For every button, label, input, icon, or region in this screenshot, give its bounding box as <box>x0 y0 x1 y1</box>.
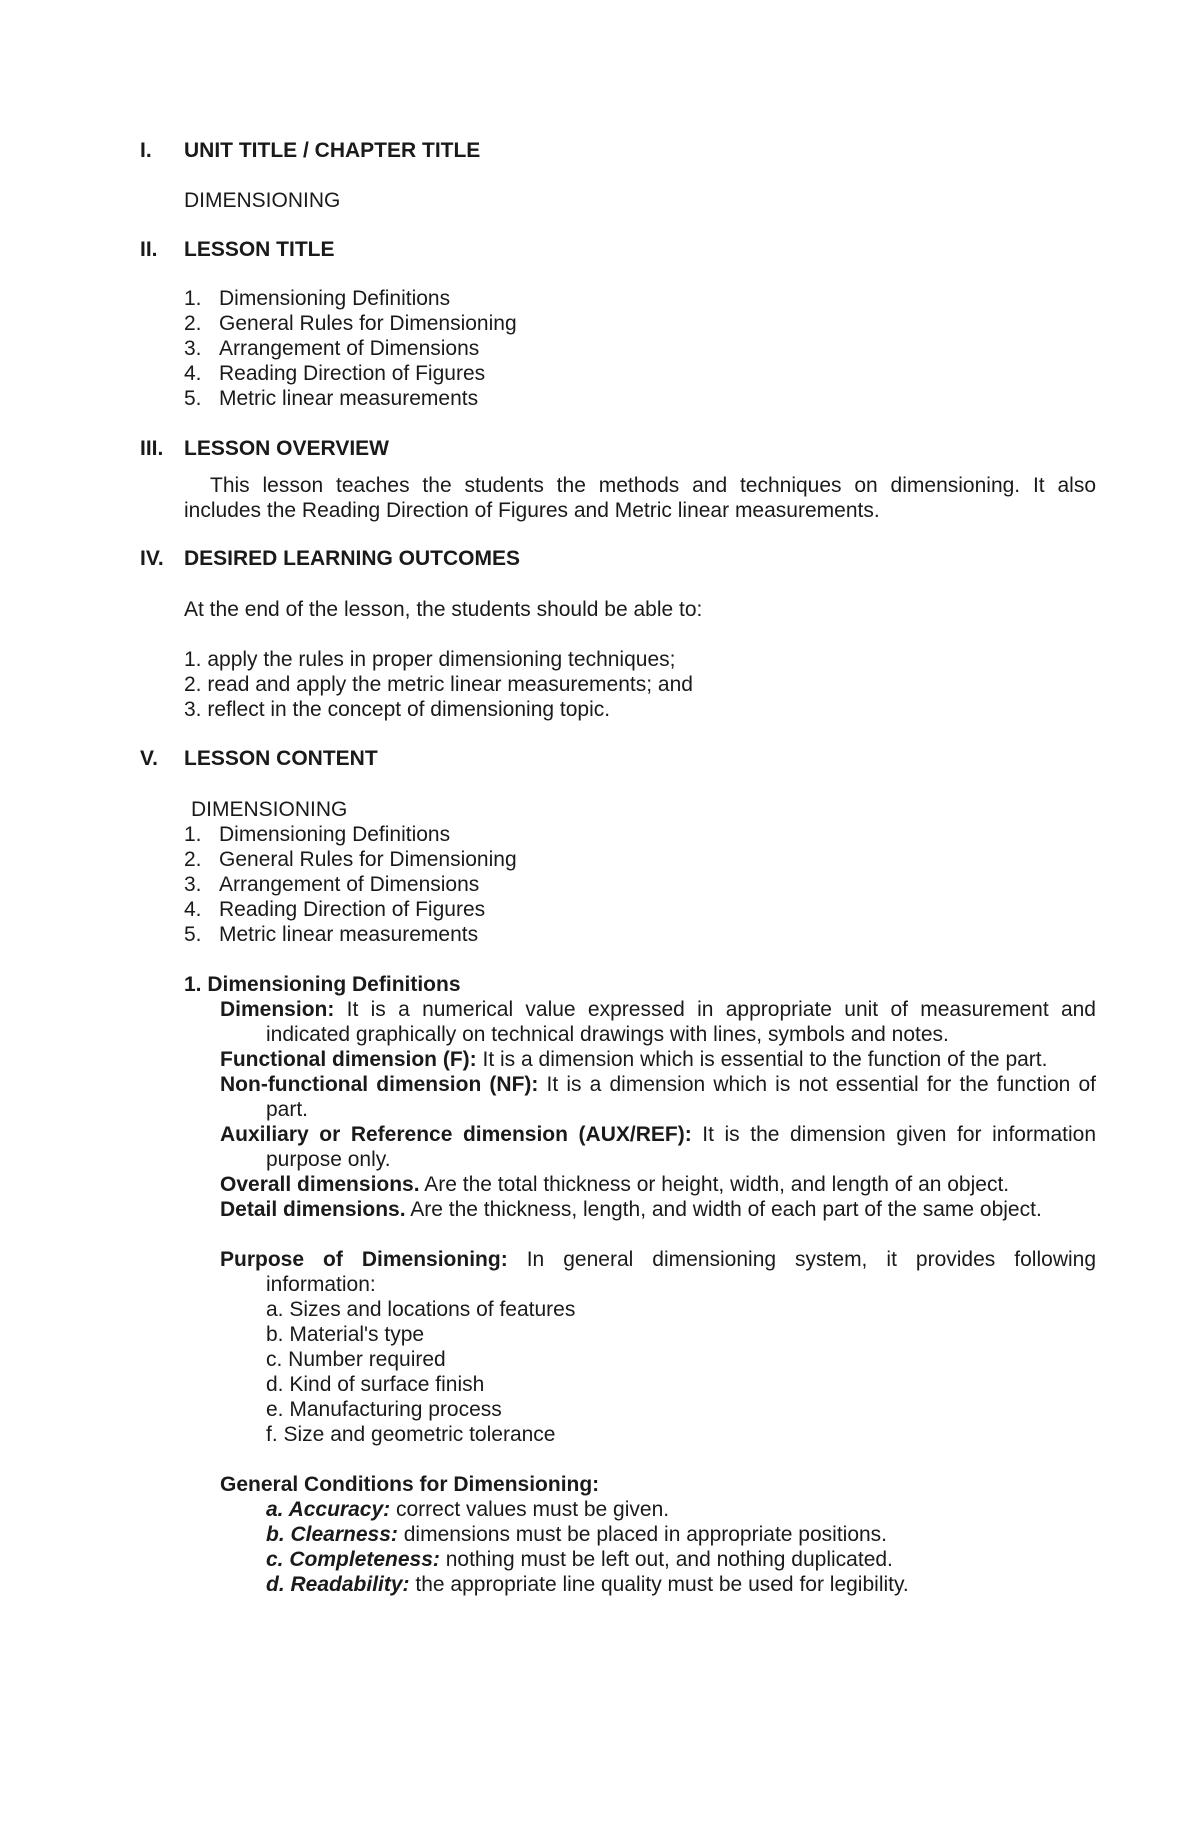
list-item <box>184 872 479 897</box>
condition-item <box>266 1547 893 1572</box>
section-number: IV. <box>140 547 164 570</box>
outcomes-intro: At the end of the lesson, the students should be able to: <box>184 598 703 621</box>
section-number: I. <box>140 139 152 162</box>
section-title: DESIRED LEARNING OUTCOMES <box>184 547 521 570</box>
list-item: a. Sizes and locations of features <box>266 1298 576 1321</box>
definition-term: Functional dimension (F): <box>220 1048 477 1071</box>
definition-term: Dimension: <box>220 998 335 1021</box>
list-text: General Rules for Dimensioning <box>219 312 517 335</box>
condition-item <box>266 1572 909 1597</box>
condition-text: the appropriate line quality must be used for legibility. <box>415 1573 909 1596</box>
definition-text: It is a numerical value expressed in appropriate unit of measurement and <box>346 998 1096 1021</box>
list-item: 3. reflect in the concept of dimensioning topic. <box>184 698 611 721</box>
list-number: 2. <box>184 848 202 871</box>
definition-auxiliary <box>220 1122 1096 1147</box>
list-item <box>184 311 517 336</box>
section-body: DIMENSIONING <box>184 189 341 212</box>
definition-text: part. <box>266 1098 309 1121</box>
definition-dimension <box>220 997 1096 1022</box>
list-text: Arrangement of Dimensions <box>219 337 480 360</box>
definition-text: purpose only. <box>266 1148 391 1171</box>
definition-nonfunctional <box>220 1072 1096 1097</box>
conditions-heading: General Conditions for Dimensioning: <box>220 1473 600 1496</box>
purpose-text: In general dimensioning system, it provides following <box>526 1248 1097 1271</box>
overview-line: This lesson teaches the students the methods and techniques on dimensioning. It also <box>210 474 1096 497</box>
list-number: 4. <box>184 898 202 921</box>
section-title: LESSON OVERVIEW <box>184 437 389 460</box>
section-title: LESSON TITLE <box>184 238 335 261</box>
list-item <box>184 922 478 947</box>
condition-text: correct values must be given. <box>395 1498 670 1521</box>
section-number: V. <box>140 747 158 770</box>
list-number: 5. <box>184 923 202 946</box>
list-item <box>184 286 450 311</box>
list-item: 1. apply the rules in proper dimensioning techniques; <box>184 648 676 671</box>
list-item <box>184 386 478 411</box>
list-item: 2. read and apply the metric linear measurements; and <box>184 673 693 696</box>
list-number: 3. <box>184 337 202 360</box>
condition-term: d. Readability: <box>266 1573 410 1596</box>
list-number: 2. <box>184 312 202 335</box>
list-text: Dimensioning Definitions <box>219 823 451 846</box>
section-number: III. <box>140 437 164 460</box>
condition-term: a. Accuracy: <box>266 1498 391 1521</box>
definition-term: Detail dimensions. <box>220 1198 406 1221</box>
list-text: Metric linear measurements <box>219 387 479 410</box>
list-text: General Rules for Dimensioning <box>219 848 517 871</box>
definition-text: It is a dimension which is essential to the function of the part. <box>482 1048 1048 1071</box>
list-item: c. Number required <box>266 1348 446 1371</box>
definition-term: Overall dimensions. <box>220 1173 420 1196</box>
definition-text: It is a dimension which is not essential for the function of <box>546 1073 1096 1096</box>
definition-text: indicated graphically on technical drawings with lines, symbols and notes. <box>266 1023 949 1046</box>
definition-term: Auxiliary or Reference dimension (AUX/REF): <box>220 1123 692 1146</box>
definition-term: Non-functional dimension (NF): <box>220 1073 539 1096</box>
section-number: II. <box>140 238 158 261</box>
condition-term: c. Completeness: <box>266 1548 440 1571</box>
list-item <box>184 897 485 922</box>
definition-text: Are the total thickness or height, width, and length of an object. <box>424 1173 1010 1196</box>
section-title: LESSON CONTENT <box>184 747 378 770</box>
list-item <box>184 847 517 872</box>
condition-item <box>266 1497 669 1522</box>
list-text: Reading Direction of Figures <box>219 362 486 385</box>
definitions-heading: 1. Dimensioning Definitions <box>184 973 461 996</box>
definition-text: It is the dimension given for information <box>702 1123 1096 1146</box>
list-text: Dimensioning Definitions <box>219 287 451 310</box>
list-item: e. Manufacturing process <box>266 1398 502 1421</box>
list-number: 3. <box>184 873 202 896</box>
condition-text: dimensions must be placed in appropriate positions. <box>403 1523 888 1546</box>
list-number: 1. <box>184 823 202 846</box>
content-subtitle: DIMENSIONING <box>191 798 348 821</box>
definition-detail <box>220 1197 1042 1222</box>
purpose-line <box>220 1247 1096 1272</box>
list-text: Arrangement of Dimensions <box>219 873 480 896</box>
list-item: f. Size and geometric tolerance <box>266 1423 556 1446</box>
overview-line: includes the Reading Direction of Figures and Metric linear measurements. <box>184 499 880 522</box>
list-item <box>184 336 479 361</box>
list-text: Reading Direction of Figures <box>219 898 486 921</box>
list-item <box>184 361 485 386</box>
condition-item <box>266 1522 887 1547</box>
definition-overall <box>220 1172 1009 1197</box>
list-number: 1. <box>184 287 202 310</box>
list-item: d. Kind of surface finish <box>266 1373 485 1396</box>
condition-term: b. Clearness: <box>266 1523 398 1546</box>
purpose-term: Purpose of Dimensioning: <box>220 1248 508 1271</box>
definition-functional <box>220 1047 1047 1072</box>
list-number: 5. <box>184 387 202 410</box>
list-item: b. Material's type <box>266 1323 425 1346</box>
list-text: Metric linear measurements <box>219 923 479 946</box>
list-item <box>184 822 450 847</box>
purpose-text: information: <box>266 1273 376 1296</box>
section-title: UNIT TITLE / CHAPTER TITLE <box>184 139 481 162</box>
list-number: 4. <box>184 362 202 385</box>
definition-text: Are the thickness, length, and width of each part of the same object. <box>410 1198 1042 1221</box>
condition-text: nothing must be left out, and nothing duplicated. <box>445 1548 893 1571</box>
